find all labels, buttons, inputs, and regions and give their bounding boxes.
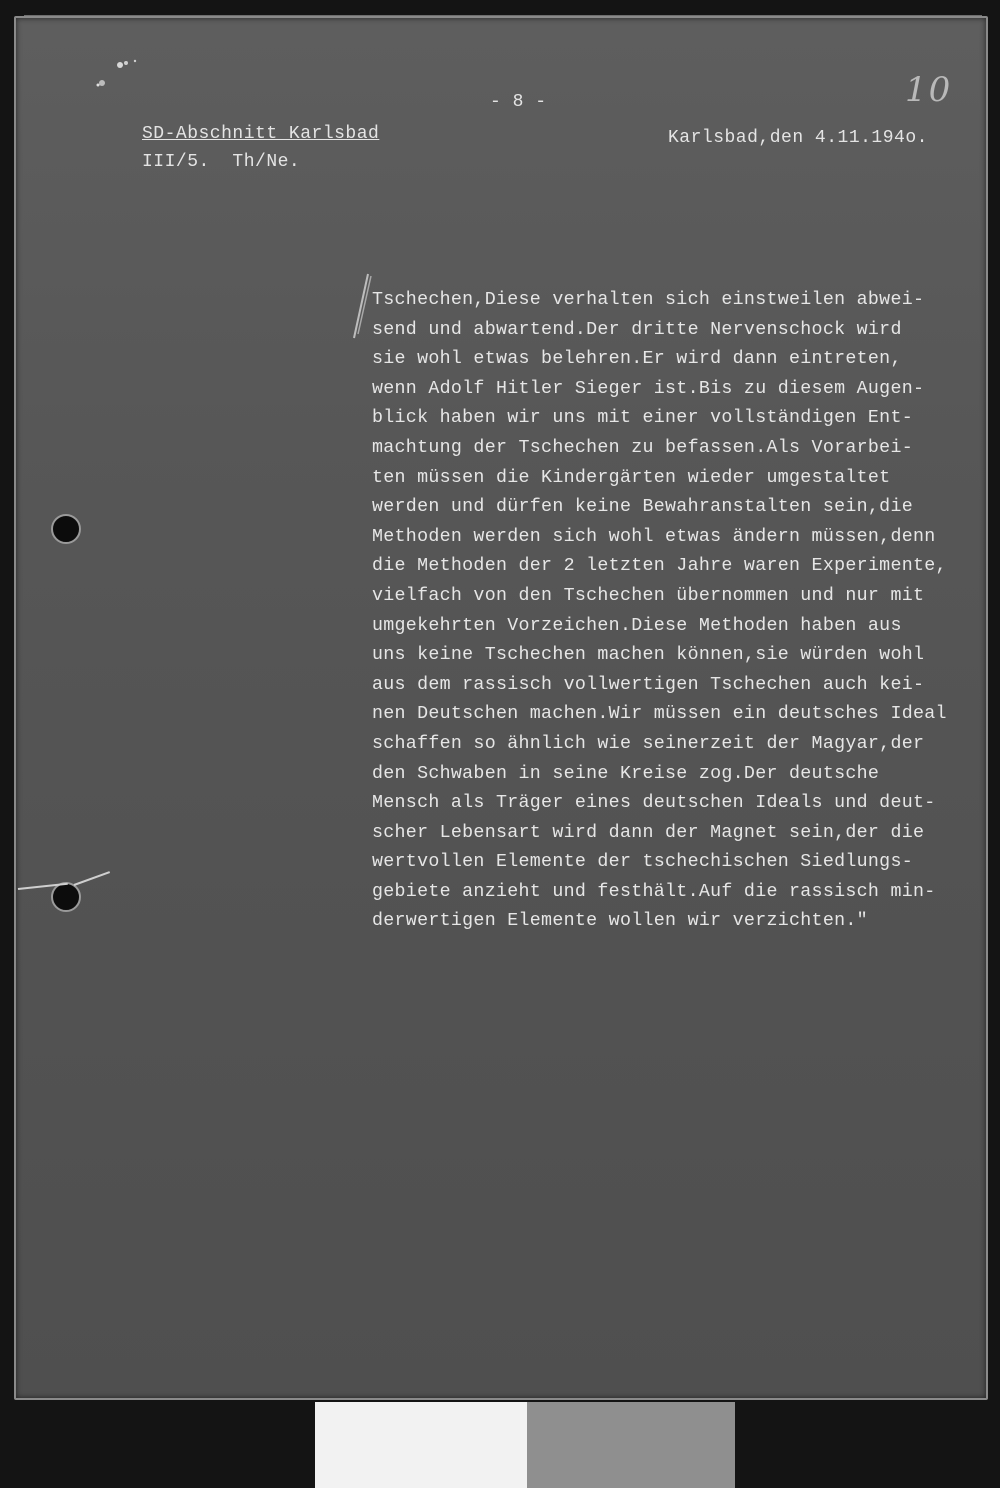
body-line: sie wohl etwas belehren.Er wird dann eintreten, (372, 349, 902, 370)
page-number: - 8 - (490, 92, 547, 112)
calibration-swatch-white (315, 1402, 527, 1488)
body-line: Mensch als Träger eines deutschen Ideals und deut- (372, 793, 936, 814)
sender-unit: SD-Abschnitt Karlsbad (142, 124, 380, 144)
body-line: ten müssen die Kindergärten wieder umgestaltet (372, 467, 891, 488)
body-line: Tschechen,Diese verhalten sich einstweilen abwei- (372, 290, 925, 310)
body-line: scher Lebensart wird dann der Magnet sein,der die (372, 822, 925, 843)
body-line: Methoden werden sich wohl etwas ändern müssen,denn (372, 526, 936, 547)
body-line: uns keine Tschechen machen können,sie würden wohl (372, 645, 925, 666)
body-line: derwertigen Elemente wollen wir verzichten." (372, 911, 868, 932)
body-line: vielfach von den Tschechen übernommen und nur mit (372, 585, 925, 606)
body-line: gebiete anzieht und festhält.Auf die rassisch min- (372, 881, 936, 902)
body-line: nen Deutschen machen.Wir müssen ein deutsches Ideal (372, 704, 947, 725)
punch-hole-upper (51, 514, 81, 544)
body-line: schaffen so ähnlich wie seinerzeit der Magyar,der (372, 733, 925, 754)
body-line: send und abwartend.Der dritte Nervenschock wird (372, 319, 902, 340)
body-line: werden und dürfen keine Bewahranstalten sein,die (372, 497, 913, 518)
body-line: wertvollen Elemente der tschechischen Siedlungs- (372, 852, 913, 873)
handwritten-folio-number: 10 (905, 70, 953, 110)
file-reference: III/5. Th/Ne. (142, 152, 301, 172)
body-line: machtung der Tschechen zu befassen.Als Vorarbei- (372, 437, 913, 458)
dateline: Karlsbad,den 4.11.194o. (668, 128, 928, 148)
paper-speck-marks (90, 55, 150, 95)
body-line: wenn Adolf Hitler Sieger ist.Bis zu diesem Augen- (372, 378, 925, 399)
body-line: umgekehrten Vorzeichen.Diese Methoden haben aus (372, 615, 902, 636)
letterhead (142, 120, 379, 176)
body-line: blick haben wir uns mit einer vollständigen Ent- (372, 408, 913, 429)
calibration-swatch-gray (527, 1402, 735, 1488)
body-line: die Methoden der 2 letzten Jahre waren Experimente, (372, 556, 947, 577)
punch-hole-lower (51, 882, 81, 912)
body-text (372, 286, 987, 937)
body-line: aus dem rassisch vollwertigen Tschechen auch kei- (372, 674, 925, 695)
margin-pencil-marks (348, 272, 372, 342)
body-line: den Schwaben in seine Kreise zog.Der deutsche (372, 763, 880, 784)
